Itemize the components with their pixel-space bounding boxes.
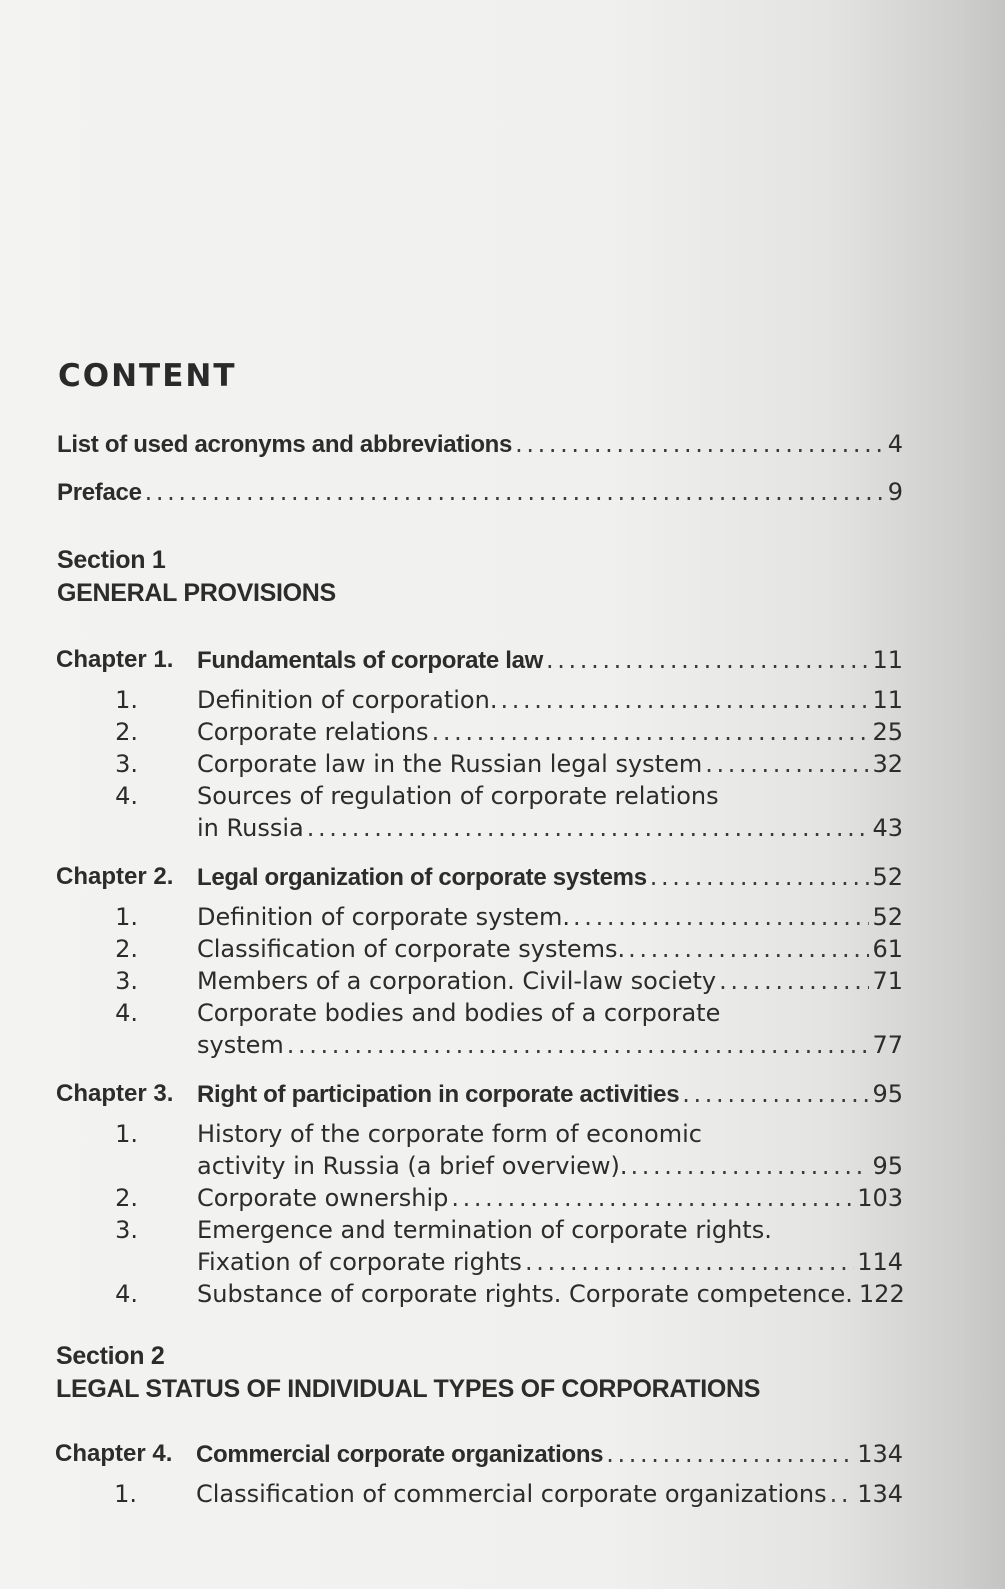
toc-entry-chapter-4[interactable]: [196, 1440, 903, 1469]
entry-title: Fundamentals of corporate law: [197, 647, 544, 674]
leader-dots: [631, 1152, 870, 1180]
leader-dots: [432, 718, 870, 746]
entry-page: 77: [872, 1031, 903, 1059]
toc-entry-acronyms[interactable]: [57, 430, 903, 459]
entry-page: 52: [872, 903, 903, 931]
entry-page: 95: [872, 1152, 903, 1180]
toc-entry[interactable]: [197, 1031, 903, 1059]
toc-entry[interactable]: [197, 935, 903, 963]
entry-title-line-1: Sources of regulation of corporate relations: [197, 782, 719, 810]
entry-page: 122: [858, 1280, 905, 1308]
toc-entry[interactable]: [197, 1152, 903, 1180]
entry-title: Commercial corporate organizations: [196, 1441, 604, 1468]
chapter-label: Chapter 3.: [56, 1080, 174, 1107]
leader-dots: [451, 1184, 854, 1212]
entry-title: Definition of corporate system.: [197, 903, 571, 931]
item-number: 4.: [115, 782, 138, 810]
entry-title: Corporate relations: [197, 718, 429, 746]
item-number: 4.: [115, 1280, 138, 1308]
entry-page: 32: [872, 750, 903, 778]
section-label: Section 2: [56, 1342, 165, 1370]
leader-dots: [546, 646, 869, 674]
entry-title-line-1: Corporate bodies and bodies of a corporate: [197, 999, 721, 1027]
toc-entry[interactable]: [197, 1280, 903, 1308]
toc-entry-chapter-2[interactable]: [197, 863, 903, 892]
entry-title-line-1: Emergence and termination of corporate rights.: [197, 1216, 772, 1244]
entry-title-line-2: system: [197, 1031, 284, 1059]
entry-page: 71: [872, 967, 903, 995]
leader-dots: [719, 967, 869, 995]
leader-dots: [606, 1440, 854, 1468]
toc-entry[interactable]: [197, 1248, 903, 1276]
item-number: 2.: [115, 718, 138, 746]
toc-entry[interactable]: [197, 814, 903, 842]
entry-page: 134: [857, 1440, 903, 1468]
entry-title: Substance of corporate rights. Corporate competence.: [197, 1280, 853, 1308]
entry-page: 103: [857, 1184, 903, 1212]
chapter-label: Chapter 1.: [56, 646, 174, 673]
item-number: 3.: [115, 967, 138, 995]
entry-title: Preface: [57, 479, 142, 506]
item-number: 1.: [115, 1120, 138, 1148]
item-number: 1.: [114, 1480, 137, 1508]
chapter-label: Chapter 4.: [55, 1440, 173, 1467]
leader-dots: [525, 1248, 854, 1276]
section-label: Section 1: [57, 546, 166, 574]
leader-dots: [628, 935, 869, 963]
entry-title-line-2: activity in Russia (a brief overview).: [197, 1152, 628, 1180]
item-number: 1.: [115, 686, 138, 714]
leader-dots: [682, 1080, 869, 1108]
leader-dots: [500, 686, 869, 714]
entry-page: 134: [857, 1480, 903, 1508]
toc-entry-chapter-3[interactable]: [197, 1080, 903, 1109]
entry-page: 61: [872, 935, 903, 963]
entry-title: Definition of corporation.: [197, 686, 498, 714]
item-number: 3.: [115, 1216, 138, 1244]
entry-title: Corporate ownership: [197, 1184, 449, 1212]
leader-dots: [830, 1480, 855, 1508]
toc-entry-preface[interactable]: [57, 478, 903, 507]
entry-title-line-2: in Russia: [197, 814, 304, 842]
entry-page: 4: [887, 430, 903, 458]
leader-dots: [145, 478, 885, 506]
entry-page: 25: [872, 718, 903, 746]
leader-dots: [650, 863, 870, 891]
entry-page: 43: [872, 814, 903, 842]
entry-title: List of used acronyms and abbreviations: [57, 431, 513, 458]
entry-title: Corporate law in the Russian legal system: [197, 750, 703, 778]
item-number: 3.: [115, 750, 138, 778]
entry-title: Members of a corporation. Civil-law society: [197, 967, 717, 995]
entry-page: 52: [872, 863, 903, 891]
page-title: CONTENT: [58, 358, 237, 394]
toc-entry[interactable]: [197, 967, 903, 995]
item-number: 4.: [115, 999, 138, 1027]
entry-title-line-2: Fixation of corporate rights: [197, 1248, 522, 1276]
leader-dots: [573, 903, 869, 931]
item-number: 1.: [115, 903, 138, 931]
entry-title: Right of participation in corporate activities: [197, 1081, 680, 1108]
chapter-label: Chapter 2.: [56, 863, 174, 890]
item-number: 2.: [115, 1184, 138, 1212]
item-number: 2.: [115, 935, 138, 963]
toc-entry[interactable]: [197, 686, 903, 714]
leader-dots: [307, 814, 870, 842]
leader-dots: [705, 750, 869, 778]
entry-title: Classification of corporate systems.: [197, 935, 626, 963]
toc-entry[interactable]: [196, 1480, 903, 1508]
entry-page: 114: [857, 1248, 903, 1276]
entry-title: Classification of commercial corporate organizations: [196, 1480, 827, 1508]
toc-entry[interactable]: [197, 750, 903, 778]
leader-dots: [515, 430, 885, 458]
entry-page: 95: [872, 1080, 903, 1108]
entry-page: 11: [872, 686, 903, 714]
entry-page: 11: [872, 646, 903, 674]
toc-entry[interactable]: [197, 1184, 903, 1212]
toc-entry-chapter-1[interactable]: [197, 646, 903, 675]
section-name: LEGAL STATUS OF INDIVIDUAL TYPES OF CORPORATIONS: [56, 1375, 761, 1403]
toc-entry[interactable]: [197, 903, 903, 931]
toc-entry[interactable]: [197, 718, 903, 746]
leader-dots: [287, 1031, 870, 1059]
entry-title-line-1: History of the corporate form of economic: [197, 1120, 702, 1148]
section-name: GENERAL PROVISIONS: [57, 579, 336, 607]
entry-title: Legal organization of corporate systems: [197, 864, 647, 891]
entry-page: 9: [887, 478, 903, 506]
